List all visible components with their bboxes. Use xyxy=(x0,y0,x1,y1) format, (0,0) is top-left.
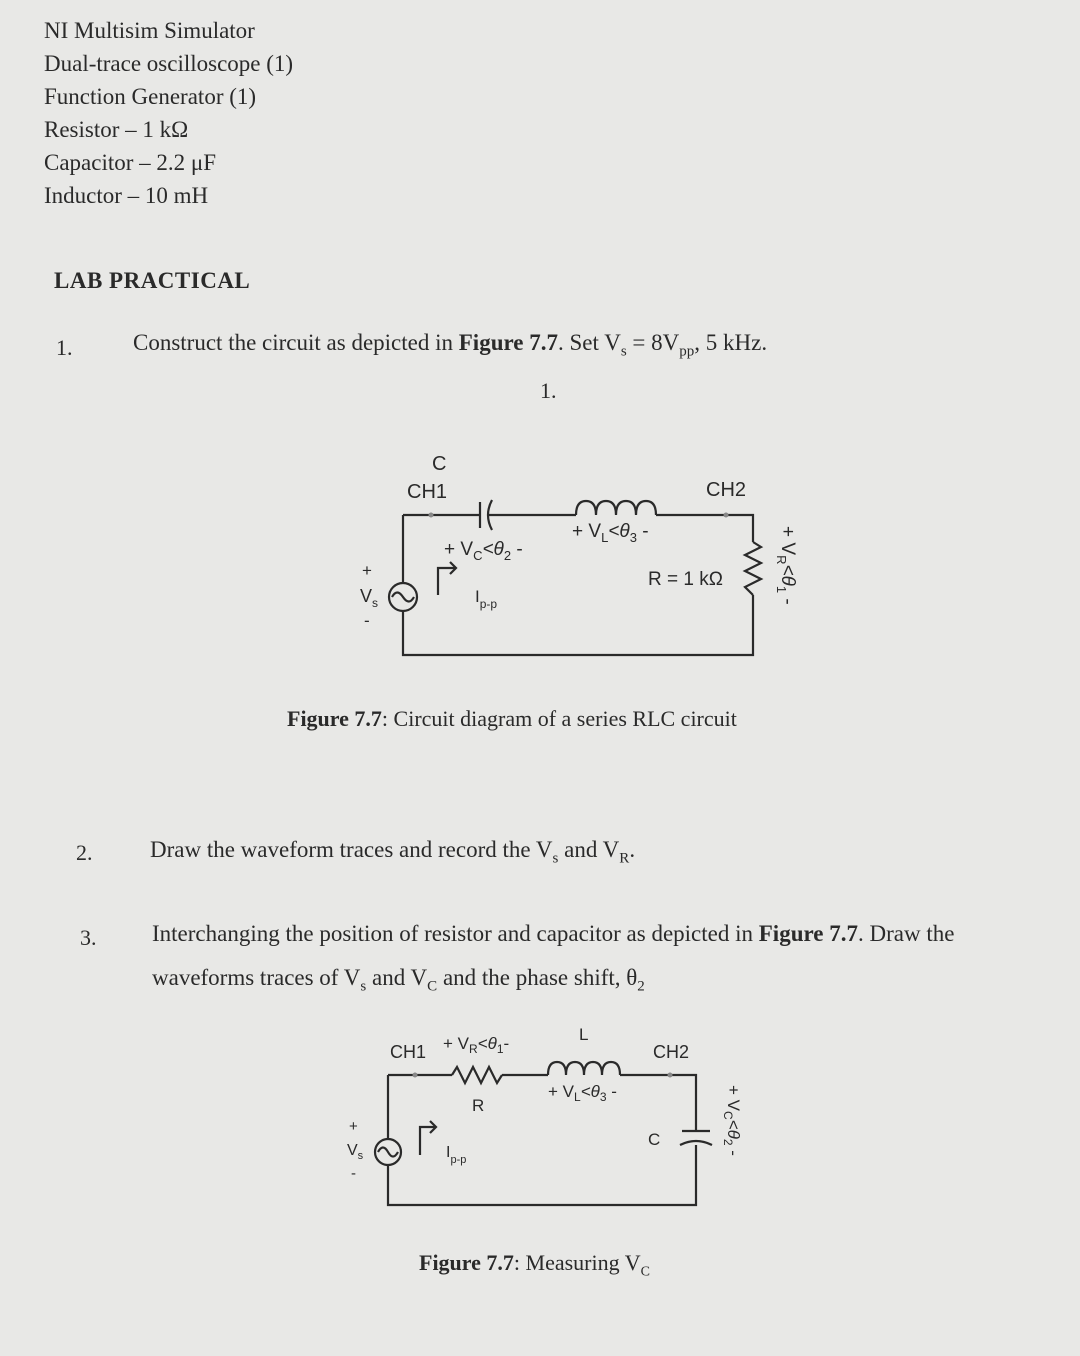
equipment-item: Inductor – 10 mH xyxy=(44,183,209,208)
vl-label: + $V_L<\theta_3$ - xyxy=(548,1082,617,1104)
step-2-text: Draw the waveform traces and record the $V_s$ and $V_R$. xyxy=(150,837,636,867)
vs-minus: - xyxy=(364,611,370,630)
step-3-line-2: waveforms traces of $V_s$ and $V_C$ and the phase shift, $\theta_2$ xyxy=(152,965,645,995)
step-3-line-1: Interchanging the position of resistor and capacitor as depicted in Figure 7.7. Draw the xyxy=(152,921,955,946)
ch2-label: CH2 xyxy=(653,1042,690,1062)
step-number: 2. xyxy=(76,840,93,865)
circuit-diagram-1 xyxy=(340,440,820,680)
current-label: $I_{p-p}$ xyxy=(475,587,498,611)
vr-label: + $V_R<\theta_1-$ xyxy=(443,1034,510,1056)
ch1-label: CH1 xyxy=(390,1042,427,1062)
equipment-item: Capacitor – 2.2 μF xyxy=(44,150,217,175)
step-number: 3. xyxy=(80,925,97,950)
inductor-label: L xyxy=(579,1025,589,1044)
capacitor-label: C xyxy=(648,1130,661,1149)
ch1-label: CH1 xyxy=(407,481,448,503)
step-number: 1. xyxy=(56,335,73,360)
circuit-diagram-2 xyxy=(330,1015,780,1215)
vl-label: + $V_L<\theta_3$ - xyxy=(572,521,649,545)
vs-plus: + xyxy=(362,561,372,580)
figure-sub-label: 1. xyxy=(540,378,557,403)
vs-label: $V_s$ xyxy=(360,586,379,610)
equipment-list xyxy=(44,14,293,212)
equipment-item: Function Generator (1) xyxy=(44,84,257,109)
vs-label: $V_s$ xyxy=(347,1142,364,1162)
section-title: LAB PRACTICAL xyxy=(54,268,251,293)
figure-1-caption: Figure 7.7: Circuit diagram of a series RLC circuit xyxy=(287,706,737,731)
capacitor-label: C xyxy=(432,453,447,475)
ch2-label: CH2 xyxy=(706,479,747,501)
vc-label: + $V_C<\theta_2$ - xyxy=(444,539,523,563)
figure-2-caption: Figure 7.7: Measuring $V_C$ xyxy=(419,1250,650,1280)
resistor-label: R = 1 kΩ xyxy=(648,569,723,590)
vs-minus: - xyxy=(351,1165,356,1182)
equipment-item: Dual-trace oscilloscope (1) xyxy=(44,51,294,76)
vc-label: + $V_C<\theta_2$ - xyxy=(721,1085,743,1156)
equipment-item: Resistor – 1 kΩ xyxy=(44,117,189,142)
vs-plus: + xyxy=(349,1118,358,1135)
resistor-label: R xyxy=(472,1096,485,1115)
equipment-item: NI Multisim Simulator xyxy=(44,18,255,43)
vr-label: + $V_R<\theta_1$ - xyxy=(774,526,798,605)
step-1-text: Construct the circuit as depicted in Figure 7.7. Set $V_s = 8V_{pp}$, 5 kHz. xyxy=(133,330,768,360)
current-label: $I_{p-p}$ xyxy=(446,1144,467,1166)
